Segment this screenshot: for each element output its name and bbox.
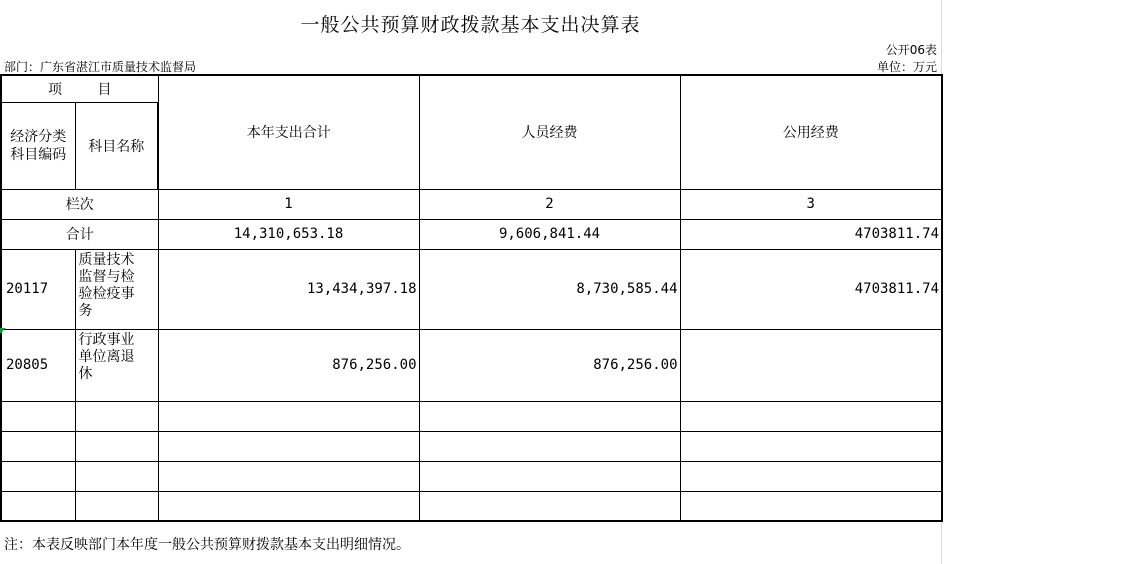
- unit-label: 单位：万元: [876, 60, 937, 74]
- empty-cell[interactable]: [680, 401, 942, 431]
- empty-cell[interactable]: [1, 461, 75, 491]
- empty-cell[interactable]: [680, 431, 942, 461]
- empty-cell[interactable]: [75, 491, 158, 521]
- empty-cell[interactable]: [419, 431, 680, 461]
- header-public[interactable]: 公用经费: [680, 75, 942, 189]
- empty-cell[interactable]: [1, 401, 75, 431]
- empty-cell[interactable]: [158, 401, 419, 431]
- expenditure-table: [0, 74, 943, 522]
- total-row-public[interactable]: 4703811.74: [680, 219, 942, 249]
- department-label: 部门：广东省湛江市质量技术监督局: [4, 60, 197, 74]
- empty-cell[interactable]: [680, 491, 942, 521]
- row-subject-name-line: 务: [78, 302, 93, 319]
- row-subject-name-line: 单位离退: [78, 348, 135, 365]
- row-subject-name-line: 质量技术: [78, 251, 135, 268]
- row-subject-name[interactable]: [75, 329, 158, 401]
- form-number: 公开06表: [885, 43, 937, 57]
- empty-cell[interactable]: [75, 401, 158, 431]
- total-row-personnel[interactable]: 9,606,841.44: [419, 219, 680, 249]
- row-subject-name[interactable]: [75, 249, 158, 329]
- index-row-label[interactable]: 栏次: [1, 189, 158, 219]
- header-econ-code-line-2: 科目编码: [10, 146, 67, 163]
- empty-cell[interactable]: [1, 491, 75, 521]
- row-subject-name-line: 监督与检: [78, 268, 135, 285]
- empty-cell[interactable]: [419, 401, 680, 431]
- index-col-2[interactable]: 2: [419, 189, 680, 219]
- empty-cell[interactable]: [75, 461, 158, 491]
- row-total[interactable]: 876,256.00: [158, 329, 419, 401]
- header-subject-name[interactable]: 科目名称: [75, 102, 158, 189]
- header-econ-code-line-1: 经济分类: [10, 128, 67, 145]
- header-personnel[interactable]: 人员经费: [419, 75, 680, 189]
- empty-row: [1, 431, 942, 461]
- header-total[interactable]: 本年支出合计: [158, 75, 419, 189]
- empty-cell[interactable]: [75, 431, 158, 461]
- table-row: [1, 249, 942, 329]
- footnote: 注：本表反映部门本年度一般公共预算财拨款基本支出明细情况。: [4, 537, 410, 553]
- header-econ-code[interactable]: [1, 102, 75, 189]
- report-title: 一般公共预算财政拨款基本支出决算表: [300, 14, 641, 36]
- empty-cell[interactable]: [158, 461, 419, 491]
- empty-cell[interactable]: [680, 461, 942, 491]
- row-subject-name-line: 验检疫事: [78, 285, 135, 302]
- row-personnel[interactable]: 8,730,585.44: [419, 249, 680, 329]
- table-row: [1, 329, 942, 401]
- total-row-label[interactable]: 合计: [1, 219, 158, 249]
- empty-row: [1, 461, 942, 491]
- row-code[interactable]: 20805: [1, 329, 75, 401]
- empty-cell[interactable]: [1, 431, 75, 461]
- row-public[interactable]: [680, 329, 942, 401]
- row-total[interactable]: 13,434,397.18: [158, 249, 419, 329]
- empty-row: [1, 491, 942, 521]
- empty-cell[interactable]: [419, 491, 680, 521]
- empty-cell[interactable]: [158, 431, 419, 461]
- row-public[interactable]: 4703811.74: [680, 249, 942, 329]
- row-subject-name-line: 休: [78, 365, 93, 382]
- total-row-total[interactable]: 14,310,653.18: [158, 219, 419, 249]
- header-item[interactable]: 项 目: [1, 75, 158, 102]
- row-personnel[interactable]: 876,256.00: [419, 329, 680, 401]
- empty-row: [1, 401, 942, 431]
- index-col-1[interactable]: 1: [158, 189, 419, 219]
- row-code[interactable]: 20117: [1, 249, 75, 329]
- row-subject-name-line: 行政事业: [78, 331, 135, 348]
- empty-cell[interactable]: [419, 461, 680, 491]
- empty-cell[interactable]: [158, 491, 419, 521]
- index-col-3[interactable]: 3: [680, 189, 942, 219]
- comment-indicator-icon: [0, 328, 6, 334]
